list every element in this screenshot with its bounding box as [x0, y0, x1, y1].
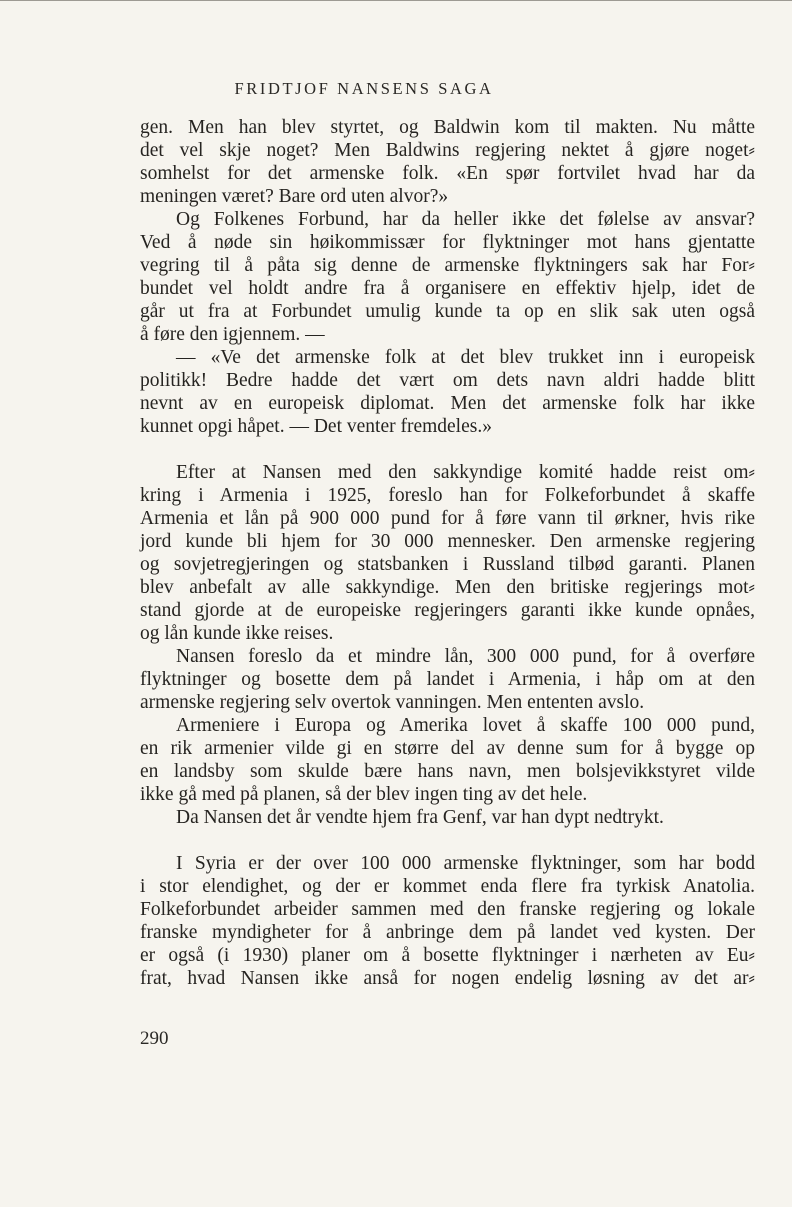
text-line: er også (i 1930) planer om å bosette flyktninger i nærheten av Eu⸗: [140, 945, 755, 966]
body-text: [140, 116, 755, 990]
running-head: FRIDTJOF NANSENS SAGA: [234, 79, 494, 98]
text-line: det vel skje noget? Men Baldwins regjering nektet å gjøre noget⸗: [140, 140, 755, 161]
paragraph-gap: [140, 829, 755, 852]
paragraph: [140, 208, 755, 346]
text-line: Armenia et lån på 900 000 pund for å føre vann til ørkner, hvis rike: [140, 508, 755, 529]
text-line: og lån kunde ikke reises.: [140, 623, 334, 644]
text-line: Folkeforbundet arbeider sammen med den franske regjering og lokale: [140, 899, 755, 920]
text-line: en rik armenier vilde gi en større del av denne sum for å bygge op: [140, 738, 755, 759]
top-edge-rule: [0, 0, 792, 1]
text-line: en landsby som skulde bære hans navn, men bolsjevikkstyret vilde: [140, 761, 755, 782]
text-line: Nansen foreslo da et mindre lån, 300 000 pund, for å overføre: [176, 646, 755, 667]
paragraph: [140, 852, 755, 990]
text-line: I Syria er der over 100 000 armenske flyktninger, som har bodd: [176, 853, 755, 874]
text-line: politikk! Bedre hadde det vært om dets navn aldri hadde blitt: [140, 370, 755, 391]
text-line: jord kunde bli hjem for 30 000 mennesker. Den armenske regjering: [140, 531, 755, 552]
text-line: i stor elendighet, og der er kommet enda flere fra tyrkisk Anatolia.: [140, 876, 755, 897]
page-number: 290: [140, 1028, 169, 1049]
text-line: — «Ve det armenske folk at det blev trukket inn i europeisk: [176, 347, 755, 368]
text-line: bundet vel holdt andre fra å organisere en effektiv hjelp, idet de: [140, 278, 755, 299]
text-line: vegring til å påta sig denne de armenske flyktningers sak har For⸗: [140, 255, 755, 276]
text-line: armenske regjering selv overtok vanningen. Men ententen avslo.: [140, 692, 645, 713]
text-line: ikke gå med på planen, så der blev ingen ting av det hele.: [140, 784, 588, 805]
text-line: går ut fra at Forbundet umulig kunde ta op en slik sak uten også: [140, 301, 755, 322]
text-line: Og Folkenes Forbund, har da heller ikke det følelse av ansvar?: [176, 209, 755, 230]
text-line: gen. Men han blev styrtet, og Baldwin kom til makten. Nu måtte: [140, 117, 755, 138]
text-line: flyktninger og bosette dem på landet i Armenia, i håp om at den: [140, 669, 755, 690]
paragraph: [140, 346, 755, 438]
paragraph: [140, 116, 755, 208]
text-line: frat, hvad Nansen ikke anså for nogen endelig løsning av det ar⸗: [140, 968, 755, 989]
text-line: somhelst for det armenske folk. «En spør fortvilet hvad har da: [140, 163, 755, 184]
paragraph: [140, 461, 755, 645]
text-line: Armeniere i Europa og Amerika lovet å skaffe 100 000 pund,: [176, 715, 755, 736]
text-line: nevnt av en europeisk diplomat. Men det armenske folk har ikke: [140, 393, 755, 414]
text-line: kunnet opgi håpet. — Det venter fremdeles.»: [140, 416, 492, 437]
text-line: blev anbefalt av alle sakkyndige. Men den britiske regjerings mot⸗: [140, 577, 755, 598]
paragraph-gap: [140, 438, 755, 461]
text-line: Da Nansen det år vendte hjem fra Genf, var han dypt nedtrykt.: [176, 807, 664, 828]
text-line: stand gjorde at de europeiske regjeringers garanti ikke kunde opnåes,: [140, 600, 755, 621]
text-line: å føre den igjennem. —: [140, 324, 325, 345]
paragraph: [140, 645, 755, 714]
text-line: Efter at Nansen med den sakkyndige komité hadde reist om⸗: [176, 462, 755, 483]
text-line: meningen været? Bare ord uten alvor?»: [140, 186, 449, 207]
text-line: kring i Armenia i 1925, foreslo han for Folkeforbundet å skaffe: [140, 485, 755, 506]
text-line: Ved å nøde sin høikommissær for flyktninger mot hans gjentatte: [140, 232, 755, 253]
paragraph: [140, 806, 755, 829]
text-line: og sovjetregjeringen og statsbanken i Russland tilbød garanti. Planen: [140, 554, 755, 575]
text-line: franske myndigheter for å anbringe dem på landet ved kysten. Der: [140, 922, 755, 943]
paragraph: [140, 714, 755, 806]
